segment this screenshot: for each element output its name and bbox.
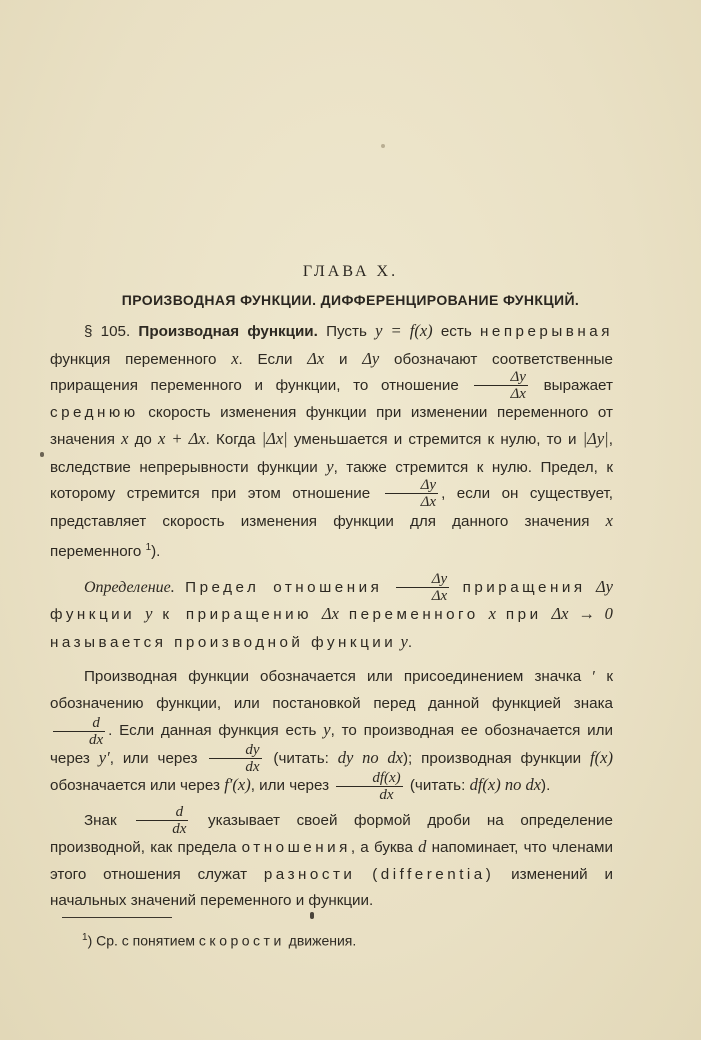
fraction-denominator: Δx: [510, 386, 526, 403]
text: Пусть: [326, 323, 367, 340]
text: (читать:: [273, 749, 329, 767]
chapter-subtitle: ПРОИЗВОДНАЯ ФУНКЦИИ. ДИФФЕРЕНЦИРОВАНИЕ ФУНКЦИЙ.: [121, 292, 580, 308]
spaced-word: называется производной функции: [50, 633, 397, 651]
fraction-numerator: df(x): [336, 770, 402, 787]
formula: df(x) по dx: [469, 775, 542, 795]
formula: f(x): [590, 747, 613, 767]
fraction: [136, 804, 188, 837]
text: , а буква: [350, 839, 413, 857]
section-heading: Производная функции.: [138, 323, 318, 340]
section-number: § 105.: [84, 323, 131, 340]
fraction-denominator: Δx: [420, 494, 437, 511]
text: переменного: [50, 543, 142, 561]
fraction: [396, 571, 449, 604]
definition-paragraph: Определение. Предел отношения $\frac{\Delta y}{\Delta x}$ приращения Δy функции y к приращению Δx переменного x при Δx → 0 называется производной функции y.: [50, 571, 613, 651]
text: указывает своей формой дроби на определение производной, как предела: [50, 811, 613, 857]
margin-mark: [40, 452, 44, 457]
fraction-denominator: dx: [379, 786, 394, 803]
formula: y: [400, 631, 408, 651]
text: функция переменного: [50, 350, 217, 368]
footnote-mark: 1: [82, 932, 88, 943]
spaced-word: непрерывная: [479, 323, 613, 340]
fraction-denominator: Δx: [431, 588, 448, 605]
formula: |Δx|: [261, 429, 288, 448]
text: , или через: [250, 777, 330, 795]
formula: y: [326, 456, 334, 476]
fraction-numerator: d: [136, 804, 188, 821]
fraction: [385, 477, 438, 510]
fraction-numerator: Δy: [474, 369, 527, 386]
footnote: [82, 932, 356, 949]
spaced-word: переменного: [348, 606, 479, 624]
formula: dy по dx: [337, 747, 403, 767]
fraction: [474, 369, 527, 402]
text: ) Ср. с понятием: [87, 932, 196, 949]
spaced-word: среднюю: [50, 403, 139, 421]
text: обозначается или через: [50, 777, 220, 795]
ink-speck: [310, 912, 314, 919]
formula: x: [231, 348, 239, 368]
text: ); производная функции: [402, 749, 582, 767]
spaced-word: к приращению: [162, 606, 312, 624]
formula: y: [145, 604, 153, 624]
formula: Δx → 0: [551, 604, 613, 624]
fraction-numerator: Δy: [396, 571, 449, 588]
spaced-word: функции: [50, 606, 136, 624]
chapter-title: ГЛАВА X.: [302, 263, 399, 280]
text: , то производная ее обозначается или через: [50, 722, 613, 767]
text: , или через: [109, 749, 198, 767]
formula: y′: [98, 747, 110, 767]
formula: d: [418, 837, 427, 857]
text: обозначают соответственные приращения переменного и функции, то отношение: [50, 350, 613, 394]
formula: y = f(x): [375, 321, 433, 340]
formula: Δx: [321, 604, 339, 624]
text: Производная функции обозначается или присоединением значка ′ к обозначению функции, или постановкой перед данной функцией знака: [50, 668, 613, 712]
formula: x + Δx: [158, 429, 206, 448]
text: ).: [541, 777, 551, 795]
footnote-rule: [62, 917, 172, 918]
text: . Если данная функция есть: [108, 722, 317, 740]
text: . Когда: [205, 431, 256, 448]
fraction-numerator: d: [53, 715, 105, 732]
fraction: [336, 770, 402, 803]
fraction: [209, 742, 261, 775]
text: выражает: [543, 377, 613, 394]
fraction-denominator: dx: [172, 821, 187, 838]
sign-paragraph: [50, 804, 613, 915]
fraction-numerator: Δy: [385, 477, 438, 494]
formula: y: [323, 720, 331, 740]
text: движения.: [288, 932, 357, 949]
text: уменьшается и стремится к нулю, то и: [293, 431, 577, 448]
definition-label: Определение.: [84, 578, 175, 596]
text: (читать:: [409, 777, 466, 795]
notation-paragraph: [50, 664, 613, 803]
text: есть: [440, 323, 472, 340]
text: изменений и начальных значений переменного и функции.: [50, 865, 613, 910]
fraction-denominator: dx: [245, 759, 260, 776]
text: , вследствие непрерывности функции: [50, 431, 613, 476]
spaced-word: (differentia): [372, 865, 495, 883]
spaced-word: приращения: [462, 578, 586, 596]
spaced-word: Предел отношения: [185, 578, 383, 596]
fraction-denominator: dx: [89, 731, 104, 748]
formula: Δy: [362, 348, 380, 368]
spaced-word: отношения: [241, 839, 351, 857]
section-paragraph: [50, 318, 613, 566]
text: скорость изменения функции при изменении переменного от значения: [50, 403, 613, 448]
formula: x: [605, 510, 613, 530]
spaced-word: при: [505, 606, 542, 624]
text: , также стремится к нулю. Предел, к которому стремится при этом отношение: [50, 458, 613, 502]
paper-speck: [381, 144, 385, 148]
formula: x: [121, 429, 129, 448]
fraction-numerator: dy: [209, 742, 261, 759]
fraction: [53, 715, 105, 748]
text: ).: [151, 543, 161, 561]
text: и: [338, 350, 348, 368]
formula: Δy: [595, 576, 613, 596]
footnote-ref: 1: [145, 542, 152, 553]
page-body: [50, 318, 613, 915]
formula: x: [488, 604, 496, 624]
text: напоминает, что членами этого отношения служат: [50, 839, 613, 883]
text: , если он существует, представляет скорость изменения функции для данного значения: [50, 485, 613, 530]
formula: |Δy|: [582, 429, 609, 448]
spaced-word: разности: [263, 865, 356, 883]
text: Знак: [84, 811, 117, 829]
spaced-word: скорости: [198, 932, 285, 949]
formula: f′(x): [224, 775, 251, 795]
text: до: [134, 431, 152, 448]
formula: Δx: [307, 348, 325, 368]
text: . Если: [238, 350, 293, 368]
